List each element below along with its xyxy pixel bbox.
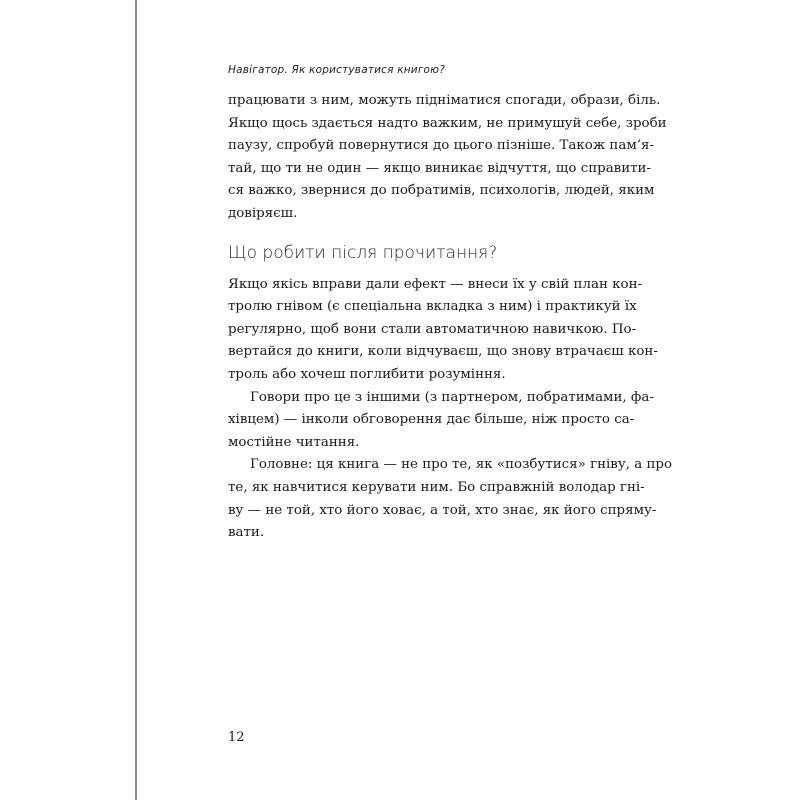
text-line: регулярно, щоб вони стали автоматичною навичкою. По- <box>228 321 637 337</box>
paragraph <box>228 454 673 544</box>
text-line: працювати з ним, можуть підніматися спогади, образи, біль. <box>228 93 661 108</box>
paragraph-continued <box>228 90 667 226</box>
text-line: довіряєш. <box>228 205 298 221</box>
page-number: 12 <box>228 730 245 745</box>
text-line: Говори про це з іншими (з партнером, побратимами, фа- <box>250 389 654 405</box>
text-line: тролю гнівом (є спеціальна вкладка з ним) і практикуй їх <box>228 299 637 315</box>
text-line: паузу, спробуй повернутися до цього пізніше. Також пам’я- <box>228 138 654 154</box>
paragraph <box>228 387 654 455</box>
section-heading: Що робити після прочитання? <box>228 242 498 263</box>
text-line: Якщо щось здається надто важким, не примушуй себе, зроби <box>228 115 667 131</box>
body-text <box>228 90 673 545</box>
text-line: ву — не той, хто його ховає, а той, хто знає, як його спряму- <box>228 502 657 518</box>
paragraph <box>228 274 658 387</box>
page-edge-line <box>135 0 137 800</box>
text-line: ся важко, звернися до побратимів, психологів, людей, яким <box>228 183 655 199</box>
text-line: мостійне читання. <box>228 434 360 450</box>
text-line: те, як навчитися керувати ним. Бо справжній володар гні- <box>228 479 645 495</box>
running-head: Навігатор. Як користуватися книгою? <box>228 64 445 76</box>
text-line: вати. <box>228 525 265 541</box>
text-line: вертайся до книги, коли відчуваєш, що знову втрачаєш кон- <box>228 344 658 360</box>
text-line: хівцем) — інколи обговорення дає більше, ніж просто са- <box>228 412 635 428</box>
text-line: Якщо якісь вправи дали ефект — внеси їх у свій план кон- <box>228 276 643 292</box>
text-line: Головне: ця книга — не про те, як «позбутися» гніву, а про <box>250 457 673 473</box>
text-line: тай, що ти не один — якщо виникає відчуття, що справити- <box>228 160 652 176</box>
text-line: троль або хочеш поглибити розуміння. <box>228 366 506 382</box>
